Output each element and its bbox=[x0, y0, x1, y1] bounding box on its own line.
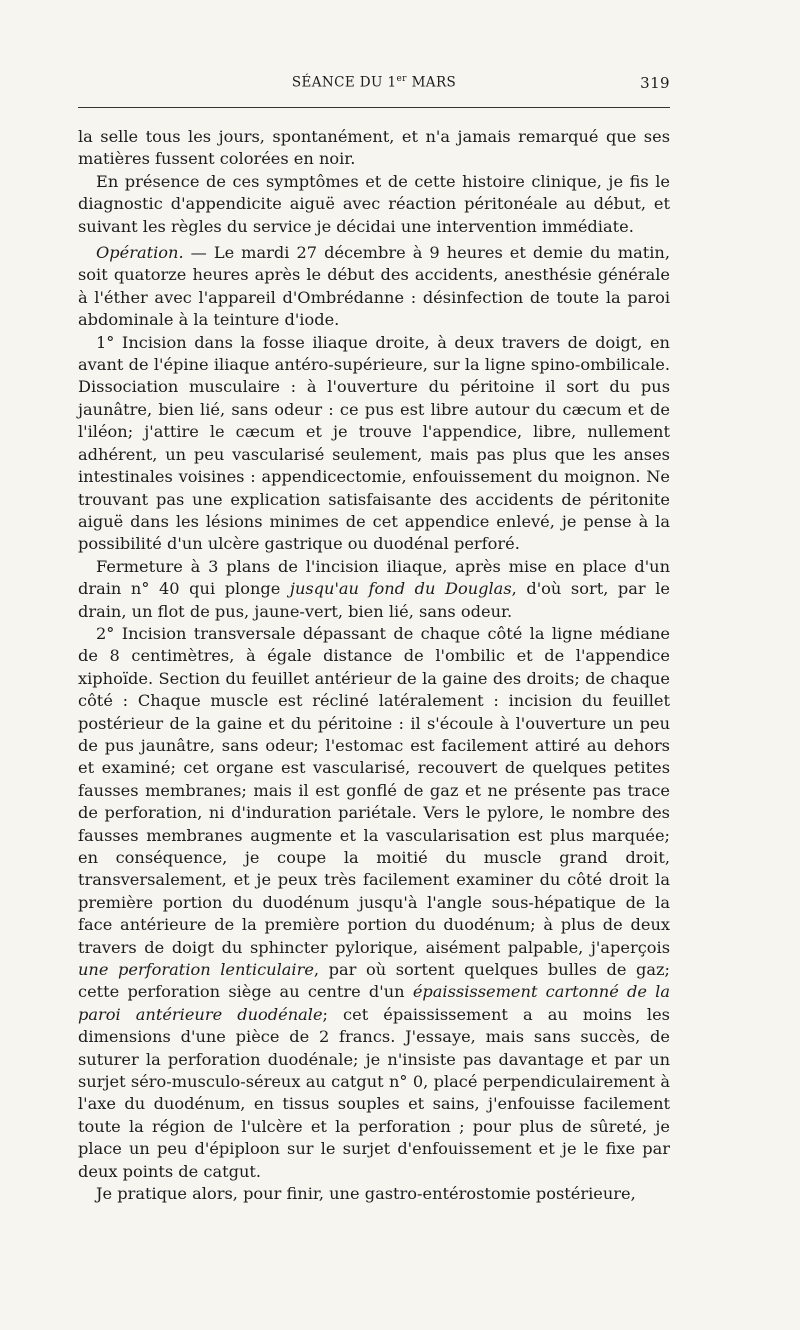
header-title-suffix: MARS bbox=[406, 74, 457, 91]
paragraph-5-italic: jusqu'au fond du Douglas bbox=[289, 579, 512, 599]
page-header-title bbox=[78, 74, 670, 91]
paragraph-5-text-a: Fermeture à 3 plans de l'incision iliaque, après mise en place d'un drain n° 40 qui plonge bbox=[78, 556, 670, 599]
running-head bbox=[78, 74, 670, 96]
paragraph-5 bbox=[78, 556, 670, 623]
paragraph-1: la selle tous les jours, spontanément, et n'a jamais remarqué que ses matières fussent colorées en noir. bbox=[78, 127, 670, 169]
paragraph-6-text-a: 2° Incision transversale dépassant de chaque côté la ligne médiane de 8 centimètres, à égale distance de l'ombilic et de l'appendice xiphoïde. Section du feuillet antérieur de la gaine des droits; de chaque côté : Chaque muscle est récliné latéralement : incision du feuillet postérieur de la gaine et du péritoine : il s'écoule à l'ouverture un peu de pus jaunâtre, sans odeur; l'estomac est facilement attiré au dehors et examiné; cet organe est vascularisé, recouvert de quelques petites fausses membranes; mais il est gonflé de gaz et ne présente pas trace de perforation, ni d'induration pariétale. Vers le pylore, le nombre des fausses membranes augmente et la vascularisation est plus marquée; en conséquence, je coupe la moitié du muscle grand droit, transversalement, et je peux très facilement examiner du côté droit la première portion du duodénum jusqu'à l'angle sous-hépatique de la face antérieure de la première portion du duodénum; à plus de deux travers de doigt du sphincter pylorique, aisément palpable, j'aperçois bbox=[78, 623, 670, 957]
header-title-sup: er bbox=[396, 74, 407, 84]
paragraph-6-text-b: , par où sortent quelques bulles de gaz; cette perforation siège au centre d'un bbox=[78, 960, 671, 1002]
paragraph-6-italic-1: une perforation lenticulaire bbox=[78, 960, 314, 980]
paragraph-2: En présence de ces symptômes et de cette histoire clinique, je fis le diagnostic d'appendicite aiguë avec réaction péritonéale au début, et suivant les règles du service je décidai une intervention immédiate. bbox=[78, 171, 670, 236]
paragraph-6 bbox=[78, 623, 670, 1183]
paragraph-4: 1° Incision dans la fosse iliaque droite, à deux travers de doigt, en avant de l'épine iliaque antéro-supérieure, sur la ligne spino-ombilicale. Dissociation musculaire : à l'ouverture du péritoine il sort du pus jaunâtre, bien lié, sans odeur : ce pus est libre autour du cæcum et de l'iléon; j'attire le cæcum et je trouve l'appendice, libre, nullement adhérent, un peu vascularisé seulement, mais pas plus que les anses intestinales voisines : appendicectomie, enfouissement du moignon. Ne trouvant pas une explication satisfaisante des accidents de péritonite aiguë dans les lésions minimes de cet appendice enlevé, je pense à la possibilité d'un ulcère gastrique ou duodénal perforé. bbox=[78, 332, 670, 554]
paragraph-6-italic-2: épaississement cartonné de la paroi antérieure duodénale bbox=[78, 982, 670, 1024]
page-number: 319 bbox=[640, 74, 670, 92]
operation-label: Opération. bbox=[96, 243, 184, 263]
body-text bbox=[78, 126, 670, 1206]
header-title-prefix: SÉANCE DU 1 bbox=[291, 74, 397, 91]
paragraph-5-text-b: , d'où sort, par le drain, un flot de pus, jaune-vert, bien lié, sans odeur. bbox=[78, 579, 670, 621]
paragraph-3-text: — Le mardi 27 décembre à 9 heures et demie du matin, soit quatorze heures après le début des accidents, anesthésie générale à l'éther avec l'appareil d'Ombrédanne : désinfection de toute la paroi abdominale à la teinture d'iode. bbox=[78, 243, 670, 330]
paragraph-7: Je pratique alors, pour finir, une gastro-entérostomie postérieure, bbox=[96, 1184, 636, 1204]
paragraph-6-text-c: ; cet épaississement a au moins les dimensions d'une pièce de 2 francs. J'essaye, mais sans succès, de suturer la perforation duodénale; je n'insiste pas davantage et par un surjet séro-musculo-séreux au catgut n° 0, placé perpendiculairement à l'axe du duodénum, en tissus souples et sains, j'enfouisse facilement toute la région de l'ulcère et la perforation ; pour plus de sûreté, je place un peu d'épiploon sur le surjet d'enfouissement et je le fixe par deux points de catgut. bbox=[78, 1004, 670, 1181]
header-rule bbox=[78, 107, 670, 108]
paragraph-3 bbox=[78, 242, 670, 332]
